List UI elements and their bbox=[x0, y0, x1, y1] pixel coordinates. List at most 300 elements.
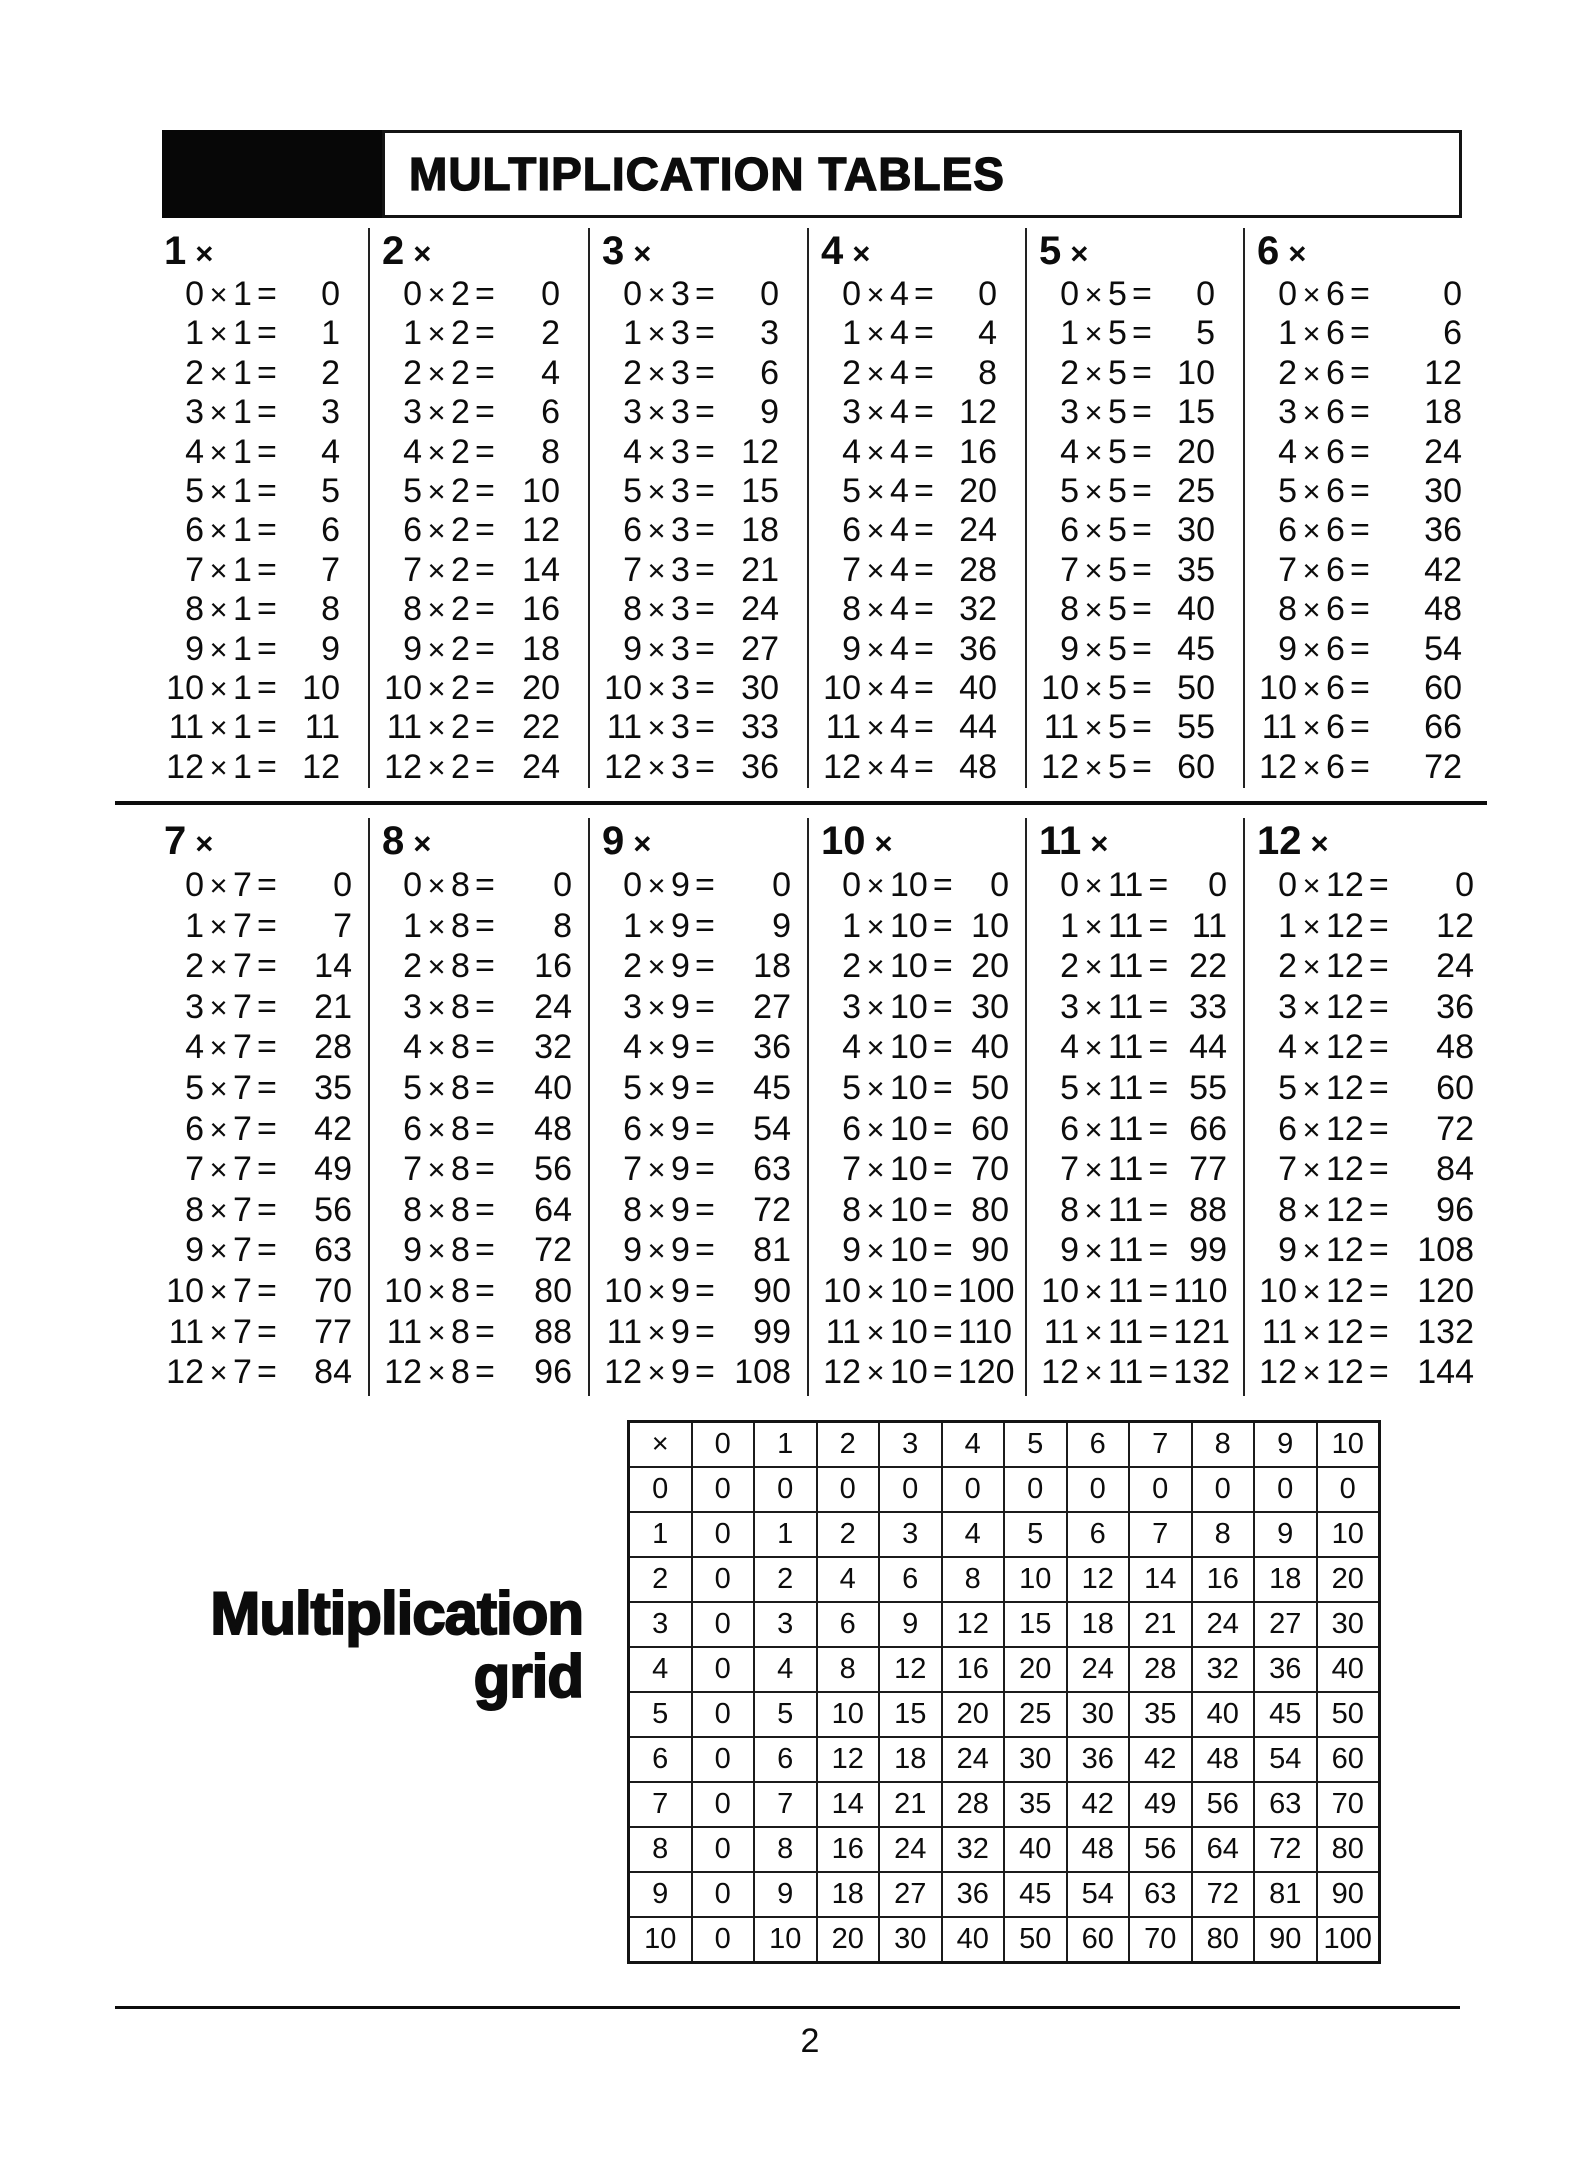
times-icon: × bbox=[866, 434, 885, 470]
multiplier: 6 bbox=[1326, 708, 1345, 747]
equals-sign: = bbox=[256, 432, 277, 471]
multiplicand: 8 bbox=[842, 1190, 861, 1229]
grid-cell: 60 bbox=[1317, 1737, 1380, 1782]
grid-cell: 16 bbox=[942, 1647, 1005, 1692]
equals-sign: = bbox=[474, 393, 495, 432]
times-icon: × bbox=[209, 949, 228, 985]
equals-sign: = bbox=[474, 1353, 495, 1392]
grid-cell: 10 bbox=[754, 1917, 817, 1963]
multiplicand: 10 bbox=[823, 668, 861, 707]
multiplier: 2 bbox=[451, 471, 470, 510]
equals-sign: = bbox=[256, 866, 277, 904]
multiplier: 4 bbox=[890, 432, 909, 471]
multiplier: 3 bbox=[671, 747, 690, 786]
equals-sign: = bbox=[932, 1231, 953, 1270]
multiplicand: 12 bbox=[166, 1353, 204, 1392]
equals-sign: = bbox=[694, 1353, 715, 1392]
equals-sign: = bbox=[1349, 275, 1370, 313]
times-icon: × bbox=[427, 631, 446, 667]
multiplier: 7 bbox=[233, 1312, 252, 1351]
equals-sign: = bbox=[1368, 1190, 1389, 1229]
times-icon: × bbox=[427, 395, 446, 431]
multiplier: 10 bbox=[890, 1068, 928, 1107]
multiplier: 6 bbox=[1326, 314, 1345, 353]
multiplicand: 7 bbox=[842, 1150, 861, 1189]
equals-sign: = bbox=[913, 314, 934, 353]
product: 100 bbox=[957, 1271, 1015, 1310]
times-icon: × bbox=[209, 1233, 228, 1269]
multiplicand: 9 bbox=[842, 629, 861, 668]
grid-corner-times-icon: × bbox=[629, 1422, 692, 1468]
times-icon: × bbox=[427, 1355, 446, 1391]
equation-row bbox=[602, 669, 779, 708]
times-icon: × bbox=[1084, 710, 1103, 746]
equals-sign: = bbox=[1131, 550, 1152, 589]
product: 22 bbox=[522, 708, 560, 747]
equation-row bbox=[1039, 946, 1227, 987]
multiplicand: 3 bbox=[842, 987, 861, 1026]
equation-row bbox=[1257, 987, 1474, 1028]
times-icon: × bbox=[209, 473, 228, 509]
equals-sign: = bbox=[256, 314, 277, 353]
times-icon: × bbox=[1084, 1192, 1103, 1228]
multiplicand: 3 bbox=[403, 987, 422, 1026]
equation-row bbox=[821, 354, 997, 393]
multiplier: 7 bbox=[233, 1068, 252, 1107]
product: 28 bbox=[314, 1028, 352, 1067]
grid-cell: 4 bbox=[942, 1512, 1005, 1557]
equals-sign: = bbox=[256, 629, 277, 668]
grid-cell: 6 bbox=[879, 1557, 942, 1602]
multiplicand: 7 bbox=[1278, 550, 1297, 589]
multiplicand: 10 bbox=[604, 1271, 642, 1310]
grid-cell: 42 bbox=[1129, 1737, 1192, 1782]
table-heading bbox=[164, 818, 352, 865]
product: 27 bbox=[741, 629, 779, 668]
times-icon: × bbox=[1084, 749, 1103, 785]
equals-sign: = bbox=[1368, 1028, 1389, 1067]
times-icon: × bbox=[852, 236, 871, 271]
grid-col-header: 1 bbox=[754, 1422, 817, 1468]
times-icon: × bbox=[1302, 395, 1321, 431]
equation-row bbox=[821, 748, 997, 787]
equation-row bbox=[382, 669, 560, 708]
times-icon: × bbox=[209, 316, 228, 352]
grid-row-header: 9 bbox=[629, 1872, 692, 1917]
equals-sign: = bbox=[913, 708, 934, 747]
equation-row bbox=[602, 1068, 791, 1109]
product: 12 bbox=[959, 393, 997, 432]
equals-sign: = bbox=[913, 747, 934, 786]
equals-sign: = bbox=[256, 1109, 277, 1148]
multiplier: 2 bbox=[451, 550, 470, 589]
multiplicand: 5 bbox=[842, 1068, 861, 1107]
multiplicand: 2 bbox=[623, 947, 642, 986]
multiplier: 8 bbox=[451, 1028, 470, 1067]
product: 24 bbox=[959, 511, 997, 550]
equals-sign: = bbox=[256, 393, 277, 432]
times-icon: × bbox=[209, 434, 228, 470]
multiplier: 12 bbox=[1326, 1109, 1364, 1148]
times-icon: × bbox=[866, 592, 885, 628]
multiplier: 2 bbox=[451, 393, 470, 432]
equation-row bbox=[382, 865, 572, 906]
times-icon: × bbox=[647, 434, 666, 470]
grid-row bbox=[629, 1647, 1380, 1692]
multiplicand: 0 bbox=[1278, 275, 1297, 313]
multiplier: 3 bbox=[671, 393, 690, 432]
equals-sign: = bbox=[694, 1028, 715, 1067]
bottom-rule bbox=[115, 2006, 1460, 2009]
grid-cell: 20 bbox=[1317, 1557, 1380, 1602]
multiplicand: 9 bbox=[1278, 1231, 1297, 1270]
times-icon: × bbox=[195, 826, 214, 861]
times-icon: × bbox=[427, 1152, 446, 1188]
grid-col-header: 8 bbox=[1192, 1422, 1255, 1468]
tables-block-bottom bbox=[120, 818, 1490, 1396]
equals-sign: = bbox=[1368, 987, 1389, 1026]
product: 40 bbox=[534, 1068, 572, 1107]
equals-sign: = bbox=[694, 1271, 715, 1310]
equals-sign: = bbox=[1131, 590, 1152, 629]
equals-sign: = bbox=[1148, 1068, 1169, 1107]
multiplier: 11 bbox=[1108, 1028, 1144, 1067]
multiplier: 11 bbox=[1108, 1231, 1144, 1270]
equation-row bbox=[821, 1312, 1013, 1353]
equation-row bbox=[164, 1352, 352, 1393]
grid-cell: 20 bbox=[817, 1917, 880, 1963]
product: 20 bbox=[959, 471, 997, 510]
multiplier: 3 bbox=[671, 590, 690, 629]
multiplicand: 12 bbox=[384, 1353, 422, 1392]
times-icon: × bbox=[209, 710, 228, 746]
grid-col-header: 2 bbox=[817, 1422, 880, 1468]
equals-sign: = bbox=[1368, 1231, 1389, 1270]
grid-row bbox=[629, 1827, 1380, 1872]
times-icon: × bbox=[1302, 277, 1321, 312]
multiplier: 5 bbox=[1108, 314, 1127, 353]
product: 49 bbox=[314, 1150, 352, 1189]
times-table-2 bbox=[368, 228, 588, 788]
product: 30 bbox=[971, 987, 1009, 1026]
equation-row bbox=[821, 1271, 1015, 1312]
multiplier: 10 bbox=[890, 947, 928, 986]
equation-row bbox=[382, 1271, 572, 1312]
equation-row bbox=[821, 1027, 1009, 1068]
multiplier: 8 bbox=[451, 1353, 470, 1392]
equals-sign: = bbox=[913, 353, 934, 392]
multiplier: 12 bbox=[1326, 1028, 1364, 1067]
grid-cell: 56 bbox=[1192, 1782, 1255, 1827]
multiplier: 1 bbox=[233, 353, 252, 392]
grid-cell: 72 bbox=[1192, 1872, 1255, 1917]
product: 72 bbox=[753, 1190, 791, 1229]
times-icon: × bbox=[427, 1111, 446, 1147]
product: 63 bbox=[753, 1150, 791, 1189]
multiplier: 6 bbox=[1326, 432, 1345, 471]
product: 0 bbox=[990, 866, 1009, 904]
times-icon: × bbox=[647, 1192, 666, 1228]
equation-row bbox=[821, 433, 997, 472]
equals-sign: = bbox=[1148, 906, 1169, 945]
multiplicand: 0 bbox=[842, 866, 861, 904]
multiplicand: 10 bbox=[1041, 1271, 1079, 1310]
equals-sign: = bbox=[474, 1190, 495, 1229]
multiplier: 7 bbox=[233, 1353, 252, 1392]
times-icon: × bbox=[647, 592, 666, 628]
equals-sign: = bbox=[1349, 511, 1370, 550]
product: 5 bbox=[1196, 314, 1215, 353]
grid-cell: 18 bbox=[879, 1737, 942, 1782]
equals-sign: = bbox=[932, 906, 953, 945]
multiplicand: 10 bbox=[384, 668, 422, 707]
multiplier: 5 bbox=[1108, 629, 1127, 668]
multiplier: 7 bbox=[233, 947, 252, 986]
product: 25 bbox=[1177, 471, 1215, 510]
product: 32 bbox=[534, 1028, 572, 1067]
product: 10 bbox=[971, 906, 1009, 945]
multiplier: 1 bbox=[233, 511, 252, 550]
equals-sign: = bbox=[1148, 1231, 1169, 1270]
grid-cell: 3 bbox=[754, 1602, 817, 1647]
multiplier: 1 bbox=[233, 747, 252, 786]
multiplicand: 7 bbox=[1060, 550, 1079, 589]
multiplicand: 3 bbox=[1278, 987, 1297, 1026]
product: 20 bbox=[522, 668, 560, 707]
product: 36 bbox=[959, 629, 997, 668]
equation-row bbox=[382, 630, 560, 669]
grid-cell: 0 bbox=[1254, 1467, 1317, 1512]
equals-sign: = bbox=[474, 1312, 495, 1351]
times-icon: × bbox=[1084, 355, 1103, 391]
grid-cell: 9 bbox=[1254, 1512, 1317, 1557]
multiplier: 1 bbox=[233, 471, 252, 510]
grid-cell: 36 bbox=[1254, 1647, 1317, 1692]
equals-sign: = bbox=[256, 1231, 277, 1270]
times-icon: × bbox=[647, 989, 666, 1025]
equals-sign: = bbox=[256, 1068, 277, 1107]
multiplicand: 0 bbox=[842, 275, 861, 313]
multiplicand: 2 bbox=[842, 947, 861, 986]
times-icon: × bbox=[1084, 473, 1103, 509]
product: 21 bbox=[314, 987, 352, 1026]
equation-row bbox=[382, 1027, 572, 1068]
multiplier: 1 bbox=[233, 668, 252, 707]
multiplicand: 6 bbox=[623, 1109, 642, 1148]
grid-cell: 21 bbox=[879, 1782, 942, 1827]
product: 48 bbox=[959, 747, 997, 786]
equation-row bbox=[382, 551, 560, 590]
grid-cell: 8 bbox=[754, 1827, 817, 1872]
times-icon: × bbox=[866, 631, 885, 667]
equation-row bbox=[821, 275, 997, 314]
grid-cell: 48 bbox=[1067, 1827, 1130, 1872]
equals-sign: = bbox=[1131, 471, 1152, 510]
table-heading-number: 8 bbox=[382, 819, 405, 863]
multiplier: 3 bbox=[671, 471, 690, 510]
multiplier: 6 bbox=[1326, 550, 1345, 589]
grid-cell: 24 bbox=[1067, 1647, 1130, 1692]
grid-cell: 54 bbox=[1067, 1872, 1130, 1917]
equation-row bbox=[1039, 472, 1215, 511]
equals-sign: = bbox=[1368, 1312, 1389, 1351]
grid-col-header: 3 bbox=[879, 1422, 942, 1468]
equation-row bbox=[382, 987, 572, 1028]
times-table-4 bbox=[807, 228, 1025, 788]
equals-sign: = bbox=[913, 629, 934, 668]
times-icon: × bbox=[1084, 868, 1103, 903]
grid-cell: 21 bbox=[1129, 1602, 1192, 1647]
multiplicand: 10 bbox=[604, 668, 642, 707]
grid-row-header: 3 bbox=[629, 1602, 692, 1647]
multiplier: 11 bbox=[1108, 1190, 1144, 1229]
grid-row bbox=[629, 1692, 1380, 1737]
times-icon: × bbox=[1084, 1355, 1103, 1391]
multiplier: 9 bbox=[671, 1068, 690, 1107]
multiplier: 5 bbox=[1108, 275, 1127, 313]
equals-sign: = bbox=[474, 1271, 495, 1310]
grid-cell: 10 bbox=[1317, 1512, 1380, 1557]
grid-cell: 15 bbox=[1004, 1602, 1067, 1647]
product: 44 bbox=[1189, 1028, 1227, 1067]
grid-cell: 9 bbox=[879, 1602, 942, 1647]
times-icon: × bbox=[1084, 277, 1103, 312]
grid-cell: 15 bbox=[879, 1692, 942, 1737]
multiplicand: 9 bbox=[1060, 1231, 1079, 1270]
multiplicand: 1 bbox=[1060, 314, 1079, 353]
multiplier: 12 bbox=[1326, 1068, 1364, 1107]
equation-row bbox=[1257, 669, 1462, 708]
equation-row bbox=[821, 1190, 1009, 1231]
equation-row bbox=[1039, 748, 1215, 787]
product: 144 bbox=[1417, 1353, 1474, 1392]
multiplicand: 6 bbox=[623, 511, 642, 550]
product: 4 bbox=[978, 314, 997, 353]
grid-cell: 0 bbox=[692, 1827, 755, 1872]
equation-row bbox=[1039, 708, 1215, 747]
multiplier: 7 bbox=[233, 1109, 252, 1148]
times-icon: × bbox=[427, 949, 446, 985]
multiplier: 7 bbox=[233, 1190, 252, 1229]
grid-cell: 32 bbox=[1192, 1647, 1255, 1692]
grid-cell: 0 bbox=[692, 1737, 755, 1782]
equation-row bbox=[164, 1149, 352, 1190]
equation-row bbox=[1257, 314, 1462, 353]
equals-sign: = bbox=[1368, 947, 1389, 986]
multiplier: 1 bbox=[233, 393, 252, 432]
table-heading-number: 10 bbox=[821, 819, 866, 863]
multiplier: 6 bbox=[1326, 590, 1345, 629]
times-icon: × bbox=[427, 592, 446, 628]
equals-sign: = bbox=[256, 747, 277, 786]
equation-row bbox=[1257, 865, 1474, 906]
product: 48 bbox=[1436, 1028, 1474, 1067]
multiplicand: 11 bbox=[825, 1312, 861, 1351]
multiplier: 3 bbox=[671, 511, 690, 550]
product: 0 bbox=[978, 275, 997, 313]
equation-row bbox=[1257, 551, 1462, 590]
product: 72 bbox=[1424, 747, 1462, 786]
grid-cell: 0 bbox=[1317, 1467, 1380, 1512]
times-icon: × bbox=[413, 236, 432, 271]
table-heading bbox=[382, 818, 572, 865]
equation-row bbox=[164, 865, 352, 906]
times-icon: × bbox=[1084, 1030, 1103, 1066]
product: 56 bbox=[314, 1190, 352, 1229]
multiplier: 4 bbox=[890, 747, 909, 786]
grid-cell: 36 bbox=[1067, 1737, 1130, 1782]
multiplicand: 3 bbox=[623, 393, 642, 432]
multiplicand: 0 bbox=[185, 275, 204, 313]
product: 120 bbox=[957, 1353, 1015, 1392]
multiplicand: 0 bbox=[1278, 866, 1297, 904]
equation-row bbox=[602, 1027, 791, 1068]
equals-sign: = bbox=[1349, 393, 1370, 432]
product: 3 bbox=[321, 393, 340, 432]
times-icon: × bbox=[1310, 826, 1329, 861]
times-icon: × bbox=[1070, 236, 1089, 271]
times-icon: × bbox=[1084, 552, 1103, 588]
multiplier: 6 bbox=[1326, 668, 1345, 707]
times-icon: × bbox=[866, 908, 885, 944]
grid-cell: 3 bbox=[879, 1512, 942, 1557]
times-icon: × bbox=[633, 236, 652, 271]
product: 5 bbox=[321, 471, 340, 510]
multiplier: 12 bbox=[1326, 1231, 1364, 1270]
grid-row-header: 7 bbox=[629, 1782, 692, 1827]
product: 99 bbox=[1189, 1231, 1227, 1270]
equals-sign: = bbox=[474, 668, 495, 707]
grid-col-header: 0 bbox=[692, 1422, 755, 1468]
product: 56 bbox=[534, 1150, 572, 1189]
grid-cell: 0 bbox=[1129, 1467, 1192, 1512]
times-icon: × bbox=[427, 670, 446, 706]
grid-cell: 80 bbox=[1317, 1827, 1380, 1872]
times-icon: × bbox=[866, 513, 885, 549]
multiplicand: 9 bbox=[1060, 629, 1079, 668]
multiplicand: 11 bbox=[825, 708, 861, 747]
equals-sign: = bbox=[256, 590, 277, 629]
times-icon: × bbox=[866, 1314, 885, 1350]
equals-sign: = bbox=[474, 590, 495, 629]
grid-header-row bbox=[629, 1422, 1380, 1468]
product: 4 bbox=[541, 353, 560, 392]
equals-sign: = bbox=[1349, 353, 1370, 392]
times-icon: × bbox=[1084, 989, 1103, 1025]
product: 10 bbox=[302, 668, 340, 707]
grid-cell: 100 bbox=[1317, 1917, 1380, 1963]
multiplier: 12 bbox=[1326, 866, 1364, 904]
equals-sign: = bbox=[1131, 353, 1152, 392]
equals-sign: = bbox=[1131, 629, 1152, 668]
multiplicand: 5 bbox=[1278, 471, 1297, 510]
product: 15 bbox=[741, 471, 779, 510]
table-heading bbox=[1257, 228, 1462, 275]
grid-col-header: 7 bbox=[1129, 1422, 1192, 1468]
table-heading bbox=[821, 228, 997, 275]
multiplier: 9 bbox=[671, 1109, 690, 1148]
times-icon: × bbox=[427, 1273, 446, 1309]
product: 0 bbox=[553, 866, 572, 904]
multiplicand: 2 bbox=[403, 947, 422, 986]
grid-cell: 32 bbox=[942, 1827, 1005, 1872]
equals-sign: = bbox=[1148, 1353, 1169, 1392]
times-icon: × bbox=[1084, 592, 1103, 628]
equation-row bbox=[1257, 946, 1474, 987]
multiplier: 10 bbox=[890, 1028, 928, 1067]
times-icon: × bbox=[427, 1233, 446, 1269]
equation-row bbox=[1257, 275, 1462, 314]
